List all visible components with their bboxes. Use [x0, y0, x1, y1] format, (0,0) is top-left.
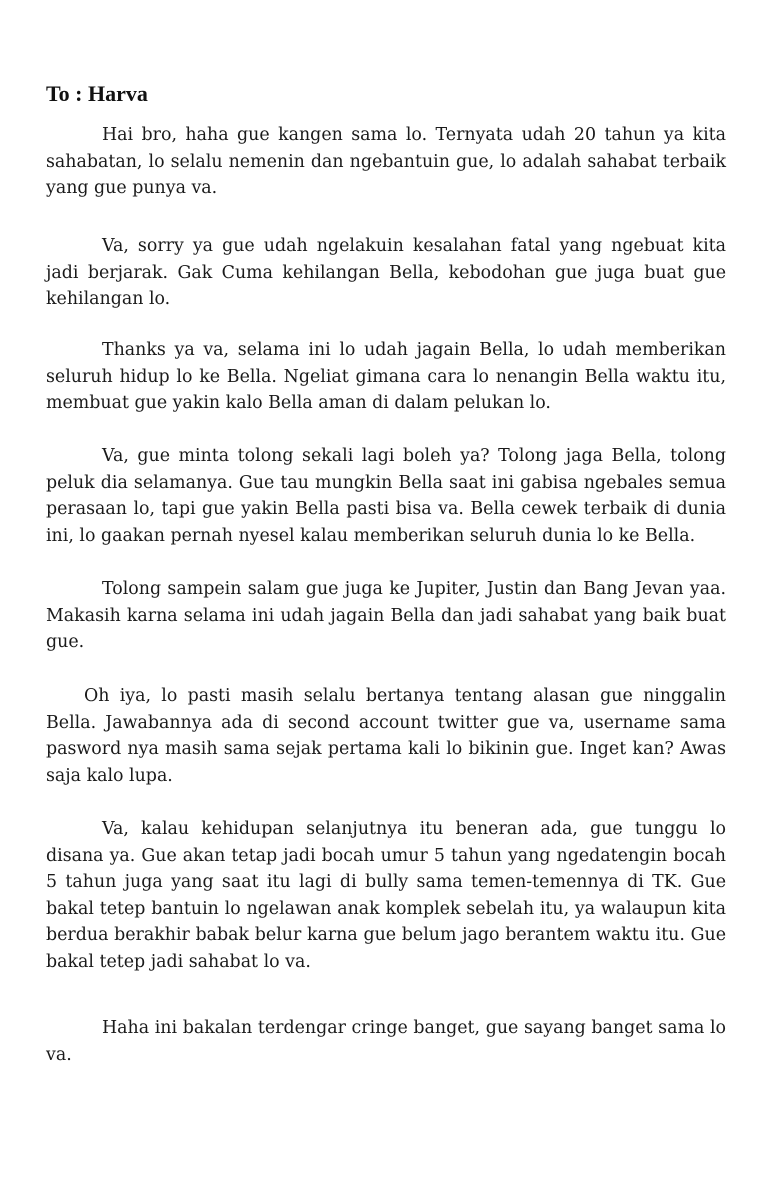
letter-paragraph: Va, kalau kehidupan selanjutnya itu beneran ada, gue tunggu lo disana ya. Gue akan tetap jadi bocah umur 5 tahun yang ngedatengin bocah 5 tahun juga yang saat itu lagi di bully sama temen-temennya di TK. Gue bakal tetep bantuin lo ngelawan anak komplek sebelah itu, ya walaupun kita berdua berakhir babak belur karna gue belum jago berantem waktu itu. Gue bakal tetep jadi sahabat lo va. — [46, 819, 726, 972]
letter-paragraph: Va, gue minta tolong sekali lagi boleh ya? Tolong jaga Bella, tolong peluk dia selamanya. Gue tau mungkin Bella saat ini gabisa ngebales semua perasaan lo, tapi gue yakin Bella pasti bisa va. Bella cewek terbaik di dunia ini, lo gaakan pernah nyesel kalau memberikan seluruh dunia lo ke Bella. — [46, 446, 726, 546]
letter-paragraph: Haha ini bakalan terdengar cringe banget, gue sayang banget sama lo va. — [46, 1018, 726, 1065]
letter-paragraph: Thanks ya va, selama ini lo udah jagain Bella, lo udah memberikan seluruh hidup lo ke Bella. Ngeliat gimana cara lo nenangin Bella waktu itu, membuat gue yakin kalo Bella aman di dalam pelukan lo. — [46, 340, 726, 413]
letter-paragraph: Oh iya, lo pasti masih selalu bertanya tentang alasan gue ninggalin Bella. Jawabannya ada di second account twitter gue va, username sama pasword nya masih sama sejak pertama kali lo bikinin gue. Inget kan? Awas saja kalo lupa. — [46, 686, 726, 786]
letter-heading: To : Harva — [46, 81, 148, 106]
letter-paragraph: Hai bro, haha gue kangen sama lo. Ternyata udah 20 tahun ya kita sahabatan, lo selalu nemenin dan ngebantuin gue, lo adalah sahabat terbaik yang gue punya va. — [46, 125, 726, 198]
letter-paragraph: Va, sorry ya gue udah ngelakuin kesalahan fatal yang ngebuat kita jadi berjarak. Gak Cuma kehilangan Bella, kebodohan gue juga buat gue kehilangan lo. — [46, 236, 726, 309]
letter-paragraph: Tolong sampein salam gue juga ke Jupiter, Justin dan Bang Jevan yaa. Makasih karna selama ini udah jagain Bella dan jadi sahabat yang baik buat gue. — [46, 579, 726, 652]
